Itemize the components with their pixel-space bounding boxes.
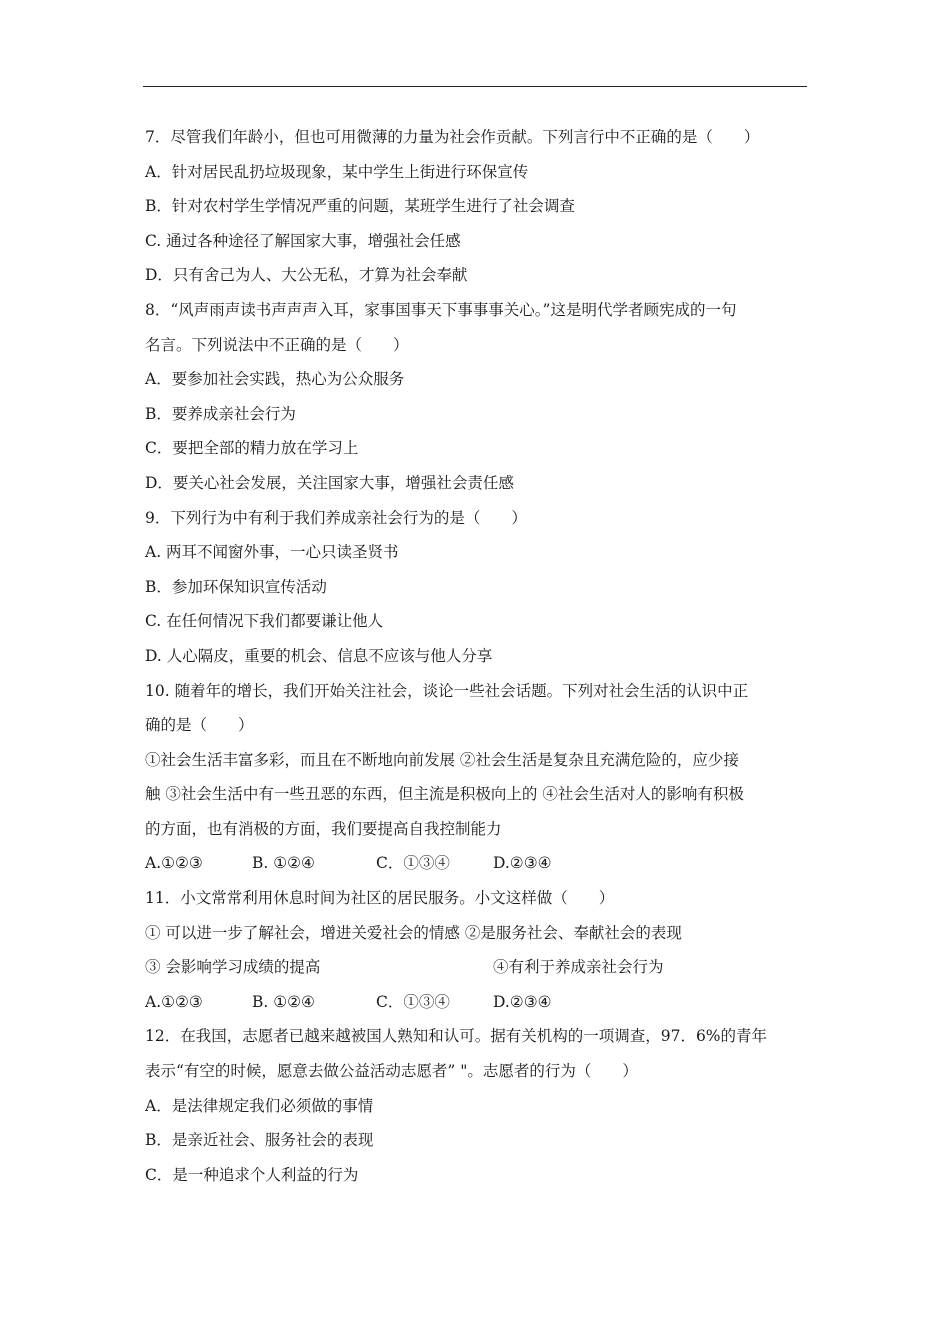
choice-11d: D.②③④ [493,992,552,1011]
choice-10d: D.②③④ [493,854,552,873]
option-9a: A. 两耳不闻窗外事，一心只读圣贤书 [145,543,399,562]
question-9-stem: 9．下列行为中有利于我们养成亲社会行为的是（ ） [145,508,527,527]
question-10-statements-1: ①社会生活丰富多彩，而且在不断地向前发展 ②社会生活是复杂且充满危险的，应少接 [145,750,739,769]
option-8b: B．要养成亲社会行为 [145,404,296,423]
question-10-statements-2: 触 ③社会生活中有一些丑恶的东西，但主流是积极向上的 ④社会生活对人的影响有积极 [145,785,744,804]
option-8a: A．要参加社会实践，热心为公众服务 [145,370,405,389]
option-8d: D．要关心社会发展，关注国家大事，增强社会责任感 [145,473,514,492]
option-9d: D. 人心隔皮，重要的机会、信息不应该与他人分享 [145,646,493,665]
choice-11b: B. ①②④ [252,992,315,1011]
statement-11-3: ③ 会影响学习成绩的提高 [145,958,321,977]
option-8c: C．要把全部的精力放在学习上 [145,439,359,458]
choice-11a: A.①②③ [145,992,203,1011]
option-7a: A．针对居民乱扔垃圾现象，某中学生上街进行环保宣传 [145,162,529,181]
choice-10a: A.①②③ [145,854,203,873]
question-11-statements-2 [145,950,809,985]
option-12b: B．是亲近社会、服务社会的表现 [145,1131,374,1150]
question-11-choices [145,985,809,1020]
choice-11c: C．①③④ [376,992,450,1011]
option-12a: A．是法律规定我们必须做的事情 [145,1096,374,1115]
question-10-statements-3: 的方面，也有消极的方面，我们要提高自我控制能力 [145,819,502,838]
choice-10c: C．①③④ [376,854,450,873]
question-list [145,120,809,1192]
option-9b: B．参加环保知识宣传活动 [145,577,327,596]
question-8-stem: 8．“风声雨声读书声声声入耳，家事国事天下事事事关心。”这是明代学者顾宪成的一句 [145,300,737,319]
option-7d: D．只有舍己为人、大公无私，才算为社会奉献 [145,266,468,285]
question-11-stem: 11．小文常常利用休息时间为社区的居民服务。小文这样做（ ） [145,889,615,908]
option-9c: C. 在任何情况下我们都要谦让他人 [145,612,384,631]
question-12-stem: 12．在我国，志愿者已越来越被国人熟知和认可。据有关机构的一项调查，97．6%的青年 [145,1027,768,1046]
option-7b: B．针对农村学生学情况严重的问题，某班学生进行了社会调查 [145,197,575,216]
option-12c: C．是一种追求个人利益的行为 [145,1165,359,1184]
question-7-stem: 7．尽管我们年龄小，但也可用微薄的力量为社会作贡献。下列言行中不正确的是（ ） [145,128,760,146]
question-11-statements-1: ① 可以进一步了解社会，增进关爱社会的情感 ②是服务社会、奉献社会的表现 [145,923,682,942]
option-7c: C. 通过各种途径了解国家大事，增强社会任感 [145,231,461,250]
question-10-choices [145,846,809,881]
header-rule [143,86,807,87]
statement-11-4: ④有利于养成亲社会行为 [493,958,664,977]
question-12-stem-cont: 表示“有空的时候，愿意去做公益活动志愿者” "。志愿者的行为（ ） [145,1062,638,1081]
question-10-stem-cont: 确的是（ ） [145,716,254,735]
choice-10b: B. ①②④ [252,854,315,873]
question-8-stem-cont: 名言。下列说法中不正确的是（ ） [145,335,409,354]
question-10-stem: 10. 随着年的增长，我们开始关注社会，谈论一些社会话题。下列对社会生活的认识中正 [145,681,749,700]
